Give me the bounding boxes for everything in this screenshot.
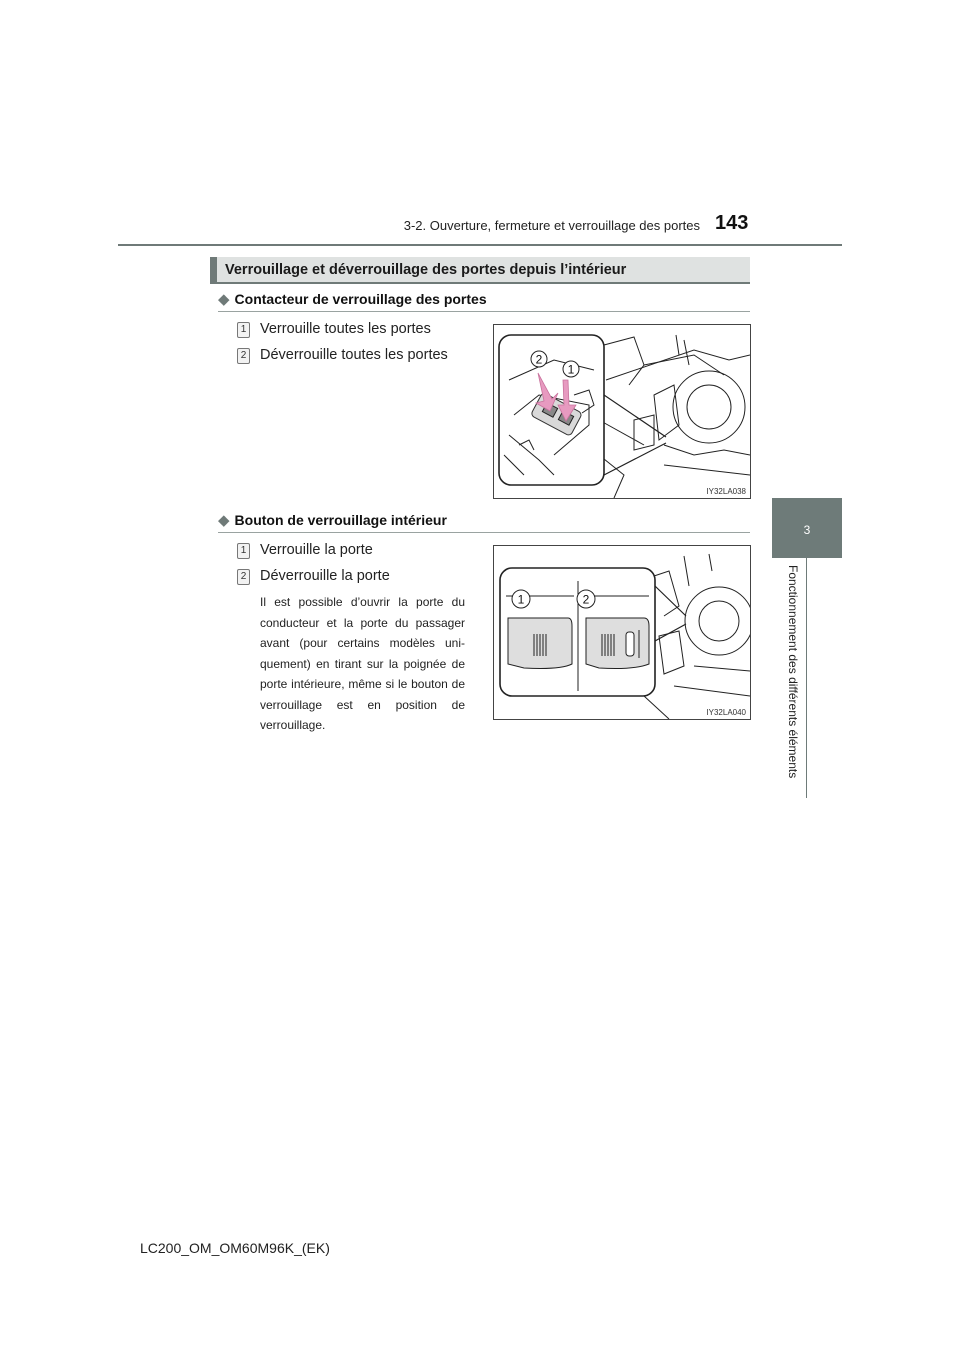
diamond-bullet-icon: ◆ — [218, 291, 230, 308]
subheading-inside-lock-button — [218, 511, 447, 529]
item-text: Déverrouille la porte — [260, 568, 390, 584]
item-number-badge: 1 — [237, 543, 250, 559]
diamond-bullet-icon: ◆ — [218, 512, 230, 529]
chapter-tab-line — [806, 558, 807, 798]
figure-code: IY32LA038 — [706, 487, 746, 496]
header-rule — [118, 244, 842, 246]
item-text: Verrouille toutes les portes — [260, 321, 431, 337]
running-header-section: 3-2. Ouverture, fermeture et verrouillage des portes — [403, 218, 700, 233]
section-title: Verrouillage et déverrouillage des portes depuis l’intérieur — [225, 262, 627, 278]
chapter-tab-label: Fonctionnement des différents éléments — [786, 565, 800, 779]
item-number-badge: 2 — [237, 569, 250, 585]
section-title-accent — [210, 257, 217, 284]
figure-code: IY32LA040 — [706, 708, 746, 717]
subheading-door-lock-switch — [218, 290, 487, 308]
figure-callout: 1 — [517, 592, 525, 607]
item-number-badge: 1 — [237, 322, 250, 338]
item-text: Déverrouille toutes les portes — [260, 347, 448, 363]
figure-callout: 2 — [535, 352, 543, 367]
subheading-text: Bouton de verrouillage intérieur — [234, 512, 447, 528]
door-lock-switch-illustration — [494, 325, 750, 498]
footer-manual-code: LC200_OM_OM60M96K_(EK) — [140, 1240, 330, 1256]
note-paragraph: Il est possible d’ouvrir la porte du conducteur et la porte du passager avant (pour certains modèles uni-quement) en tirant sur la poignée de porte intérieure, même si le bouton de verrouillage est en position de verrouillage. — [260, 595, 465, 732]
subheading-text: Contacteur de verrouillage des portes — [234, 291, 487, 307]
chapter-tab-number: 3 — [803, 523, 811, 537]
page-number: 143 — [715, 212, 749, 234]
inside-lock-button-illustration — [494, 546, 750, 719]
subheading-rule — [218, 532, 750, 533]
figure-door-lock-switch — [493, 324, 751, 499]
item-number-badge: 2 — [237, 348, 250, 364]
figure-callout: 1 — [567, 362, 575, 377]
figure-callout: 2 — [582, 592, 590, 607]
figure-inside-lock-button — [493, 545, 751, 720]
subheading-rule — [218, 311, 750, 312]
item-text: Verrouille la porte — [260, 542, 373, 558]
